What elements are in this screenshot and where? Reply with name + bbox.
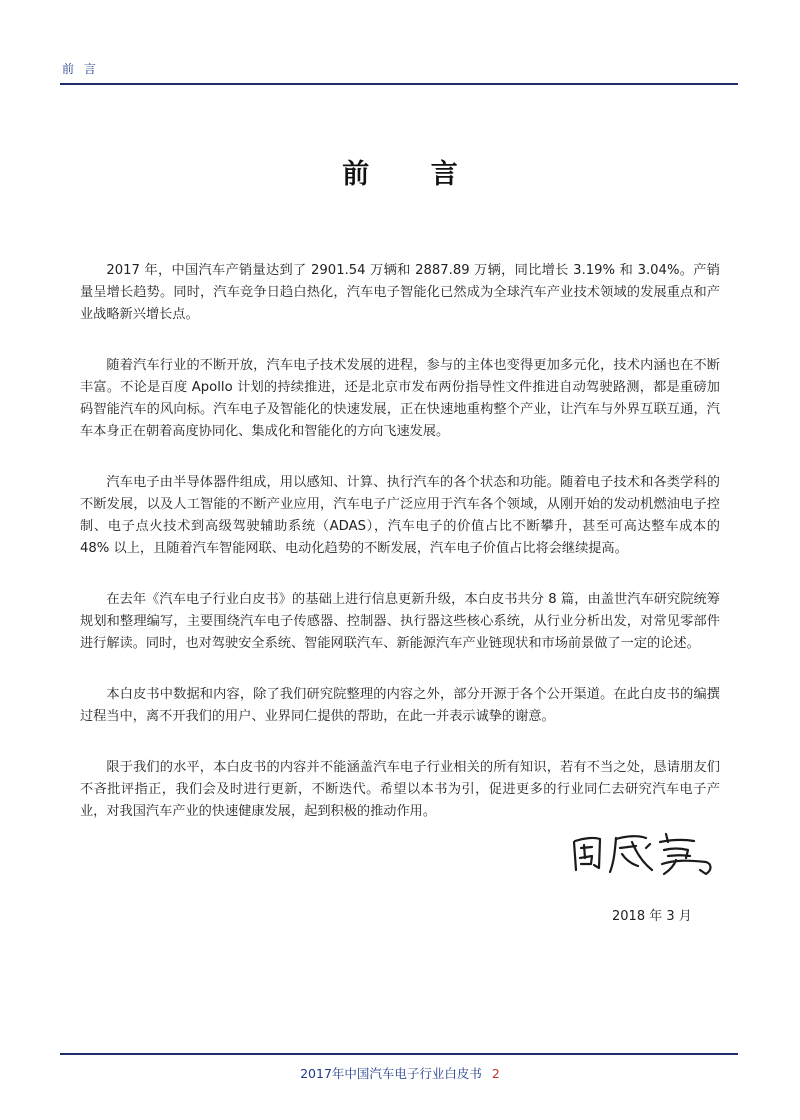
paragraph: 在去年《汽车电子行业白皮书》的基础上进行信息更新升级，本白皮书共分 8 篇，由盖世汽车研究院统筹规划和整理编写，主要围绕汽车电子传感器、控制器、执行器这些核心系统，从行业分析出发，对常见零部件进行解读。同时，也对驾驶安全系统、智能网联汽车、新能源汽车产业链现状和市场前景做了一定的论述。 [80, 592, 720, 651]
preface-body [80, 260, 720, 852]
header-rule [60, 83, 738, 85]
paragraph: 2017 年，中国汽车产销量达到了 2901.54 万辆和 2887.89 万辆，同比增长 3.19% 和 3.04%。产销量呈增长趋势。同时，汽车竞争日趋白热化，汽车电子智能化已然成为全球汽车产业技术领域的发展重点和产业战略新兴增长点。 [80, 263, 720, 322]
page-title: 前 言 [342, 159, 484, 190]
handwritten-signature [566, 820, 726, 880]
paragraph: 随着汽车行业的不断开放，汽车电子技术发展的进程，参与的主体也变得更加多元化，技术内涵也在不断丰富。不论是百度 Apollo 计划的持续推进，还是北京市发布两份指导性文件推进自动驾驶路测，都是重磅加码智能汽车的风向标。汽车电子及智能化的快速发展，正在快速地重构整个产业，让汽车与外界互联互通，汽车本身正在朝着高度协同化、集成化和智能化的方向飞速发展。 [80, 358, 720, 439]
signature-image [566, 820, 726, 880]
paragraph: 汽车电子由半导体器件组成，用以感知、计算、执行汽车的各个状态和功能。随着电子技术和各类学科的不断发展，以及人工智能的不断产业应用，汽车电子广泛应用于汽车各个领域，从刚开始的发动机燃油电子控制、电子点火技术到高级驾驶辅助系统（ADAS），汽车电子的价值占比不断攀升，甚至可高达整车成本的 48% 以上，且随着汽车智能网联、电动化趋势的不断发展，汽车电子价值占比将会继续提高。 [80, 475, 720, 556]
paragraph: 本白皮书中数据和内容，除了我们研究院整理的内容之外，部分开源于各个公开渠道。在此白皮书的编撰过程当中，离不开我们的用户、业界同仁提供的帮助，在此一并表示诚挚的谢意。 [80, 687, 720, 724]
page-number: 2 [491, 1066, 500, 1081]
date: 2018 年 3 月 [612, 909, 692, 924]
page-footer [0, 1064, 800, 1082]
paragraph: 限于我们的水平，本白皮书的内容并不能涵盖汽车电子行业相关的所有知识，若有不当之处，恳请朋友们不吝批评指正，我们会及时进行更新，不断迭代。希望以本书为引，促进更多的行业同仁去研究汽车电子产业，对我国汽车产业的快速健康发展，起到积极的推动作用。 [80, 760, 720, 819]
footer-book-title: 2017年中国汽车电子行业白皮书 [300, 1066, 482, 1081]
footer-rule [60, 1053, 738, 1055]
running-header: 前 言 [62, 62, 99, 76]
